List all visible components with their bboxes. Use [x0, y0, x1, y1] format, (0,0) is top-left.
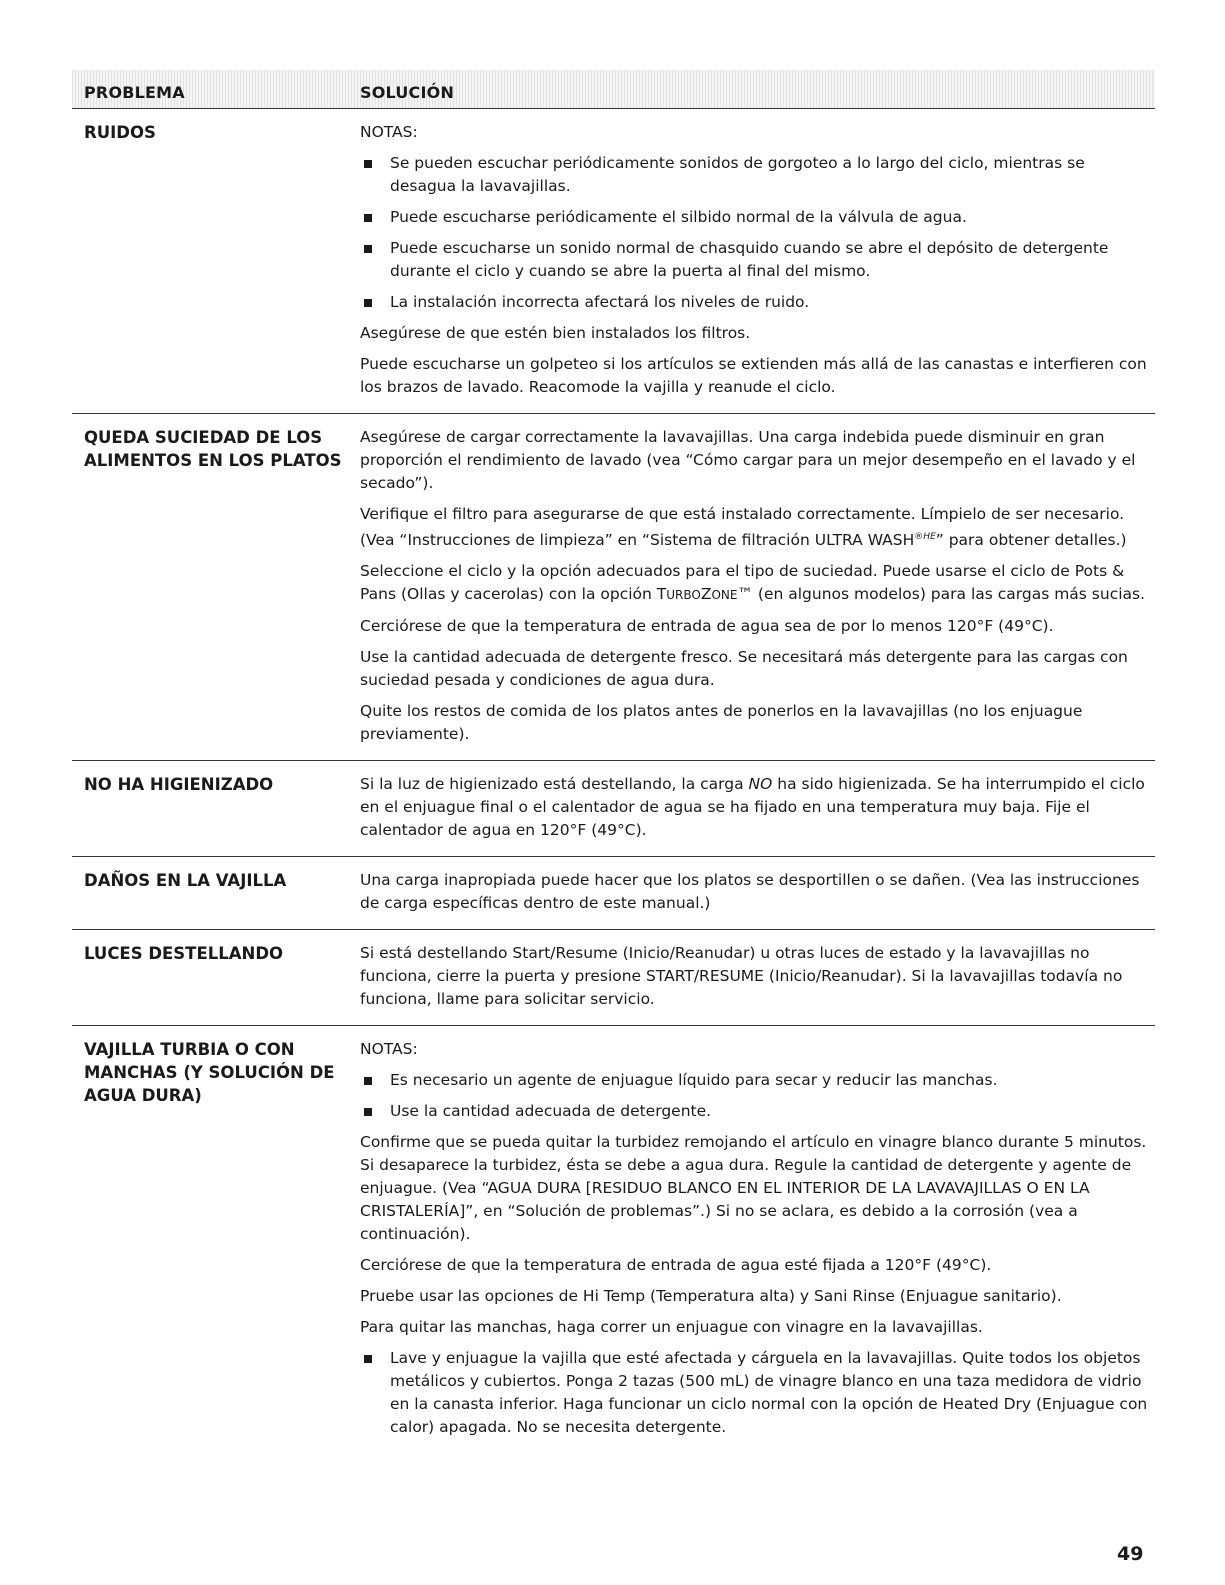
header-problem: PROBLEMA	[84, 83, 185, 102]
table-row	[72, 1026, 1155, 1461]
solution-cell	[360, 942, 1155, 1011]
problem-cell: LUCES DESTELLANDO	[84, 944, 284, 964]
problem-cell: DAÑOS EN LA VAJILLA	[84, 871, 287, 891]
solution-paragraph: Puede escucharse un golpeteo si los artículos se extienden más allá de las canastas e interfieren con los brazos de lavado. Reacomode la vajilla y reanude el ciclo.	[360, 355, 1147, 396]
notes-label: NOTAS:	[360, 1040, 418, 1059]
bullet-square-icon	[360, 1069, 390, 1092]
list-item: Se pueden escuchar periódicamente sonidos de gorgoteo a lo largo del ciclo, mientras se desagua la lavavajillas.	[360, 152, 1155, 198]
solution-paragraph: Cerciórese de que la temperatura de entrada de agua esté fijada a 120°F (49°C).	[360, 1256, 992, 1275]
bullet-square-icon	[360, 1347, 390, 1439]
problem-cell: NO HA HIGIENIZADO	[84, 775, 274, 795]
table-header	[72, 70, 1155, 109]
solution-cell	[360, 869, 1155, 915]
emphasis-text: NO	[748, 775, 773, 794]
solution-cell	[360, 426, 1155, 746]
solution-cell	[360, 121, 1155, 399]
bullet-square-icon	[360, 291, 390, 314]
troubleshooting-table	[72, 70, 1155, 1461]
solution-cell	[360, 1038, 1155, 1447]
solution-paragraph: Si la luz de higienizado está destellando, la carga NO ha sido higienizada. Se ha interrumpido el ciclo en el enjuague final o el calentador de agua se ha fijado en una temperatura muy baja. Fije el calentador de agua en 120°F (49°C).	[360, 775, 1145, 840]
notes-label: NOTAS:	[360, 123, 418, 141]
solution-cell	[360, 773, 1155, 842]
problem-cell: VAJILLA TURBIA O CON MANCHAS (Y SOLUCIÓN DE AGUA DURA)	[84, 1040, 335, 1106]
solution-paragraph: Quite los restos de comida de los platos antes de ponerlos en la lavavajillas (no los enjuague previamente).	[360, 702, 1083, 744]
bullet-square-icon	[360, 1100, 390, 1123]
problem-cell: RUIDOS	[84, 123, 156, 142]
list-item: Es necesario un agente de enjuague líquido para secar y reducir las manchas.	[360, 1069, 1155, 1092]
bullet-square-icon	[360, 237, 390, 283]
header-solution: SOLUCIÓN	[360, 83, 455, 102]
table-row	[72, 857, 1155, 930]
list-item: La instalación incorrecta afectará los niveles de ruido.	[360, 291, 1155, 314]
list-item: Use la cantidad adecuada de detergente.	[360, 1100, 1155, 1123]
table-row	[72, 930, 1155, 1026]
solution-paragraph: Si está destellando Start/Resume (Inicio/Reanudar) u otras luces de estado y la lavavajillas no funciona, cierre la puerta y presione START/RESUME (Inicio/Reanudar). Si la lavavajillas todavía no funciona, llame para solicitar servicio.	[360, 944, 1123, 1009]
solution-paragraph: Una carga inapropiada puede hacer que los platos se desportillen o se dañen. (Vea las instrucciones de carga específicas dentro de este manual.)	[360, 871, 1140, 913]
solution-paragraph: Use la cantidad adecuada de detergente fresco. Se necesitará más detergente para las cargas con suciedad pesada y condiciones de agua dura.	[360, 648, 1128, 690]
list-item: Puede escucharse periódicamente el silbido normal de la válvula de agua.	[360, 206, 1155, 229]
solution-paragraph: Pruebe usar las opciones de Hi Temp (Temperatura alta) y Sani Rinse (Enjuague sanitario).	[360, 1287, 1062, 1306]
bullet-square-icon	[360, 206, 390, 229]
problem-cell: QUEDA SUCIEDAD DE LOS ALIMENTOS EN LOS PLATOS	[84, 428, 342, 470]
solution-paragraph: Asegúrese de que estén bien instalados los filtros.	[360, 324, 751, 342]
trademark-superscript: ®HE	[914, 532, 936, 542]
table-row	[72, 109, 1155, 414]
bullet-square-icon	[360, 152, 390, 198]
solution-paragraph: Confirme que se pueda quitar la turbidez remojando el artículo en vinagre blanco durante 5 minutos. Si desaparece la turbidez, ésta se debe a agua dura. Regule la cantidad de detergente y agente de enjuague. (Vea “AGUA DURA [RESIDUO BLANCO EN EL INTERIOR DE LA LAVAVAJILLAS O EN LA CRISTALERÍA]”, en “Solución de problemas”.) Si no se aclara, es debido a la corrosión (vea a continuación).	[360, 1133, 1147, 1244]
solution-paragraph: Para quitar las manchas, haga correr un enjuague con vinagre en la lavavajillas.	[360, 1318, 983, 1337]
solution-paragraph: Asegúrese de cargar correctamente la lavavajillas. Una carga indebida puede disminuir en gran proporción el rendimiento de lavado (vea “Cómo cargar para un mejor desempeño en el lavado y el secado”).	[360, 428, 1136, 492]
table-row	[72, 761, 1155, 857]
table-row	[72, 414, 1155, 761]
list-item: Puede escucharse un sonido normal de chasquido cuando se abre el depósito de detergente durante el ciclo y cuando se abre la puerta al final del mismo.	[360, 237, 1155, 283]
list-item: Lave y enjuague la vajilla que esté afectada y cárguela en la lavavajillas. Quite todos los objetos metálicos y cubiertos. Ponga 2 tazas (500 mL) de vinagre blanco en una taza medidora de vidrio en la canasta inferior. Haga funcionar un ciclo normal con la opción de Heated Dry (Enjuague con calor) apagada. No se necesita detergente.	[360, 1347, 1155, 1439]
solution-paragraph: Seleccione el ciclo y la opción adecuados para el tipo de suciedad. Puede usarse el ciclo de Pots & Pans (Ollas y cacerolas) con la opción TURBOZONE™ (en algunos modelos) para las cargas más sucias.	[360, 562, 1146, 604]
solution-paragraph: Cerciórese de que la temperatura de entrada de agua sea de por lo menos 120°F (49°C).	[360, 617, 1054, 636]
page-number: 49	[1117, 1543, 1144, 1565]
solution-paragraph: Verifique el filtro para asegurarse de que está instalado correctamente. Límpielo de ser necesario. (Vea “Instrucciones de limpieza” en “Sistema de filtración ULTRA $WASH^{®HE}$” para obtener detalles.)	[360, 505, 1127, 550]
